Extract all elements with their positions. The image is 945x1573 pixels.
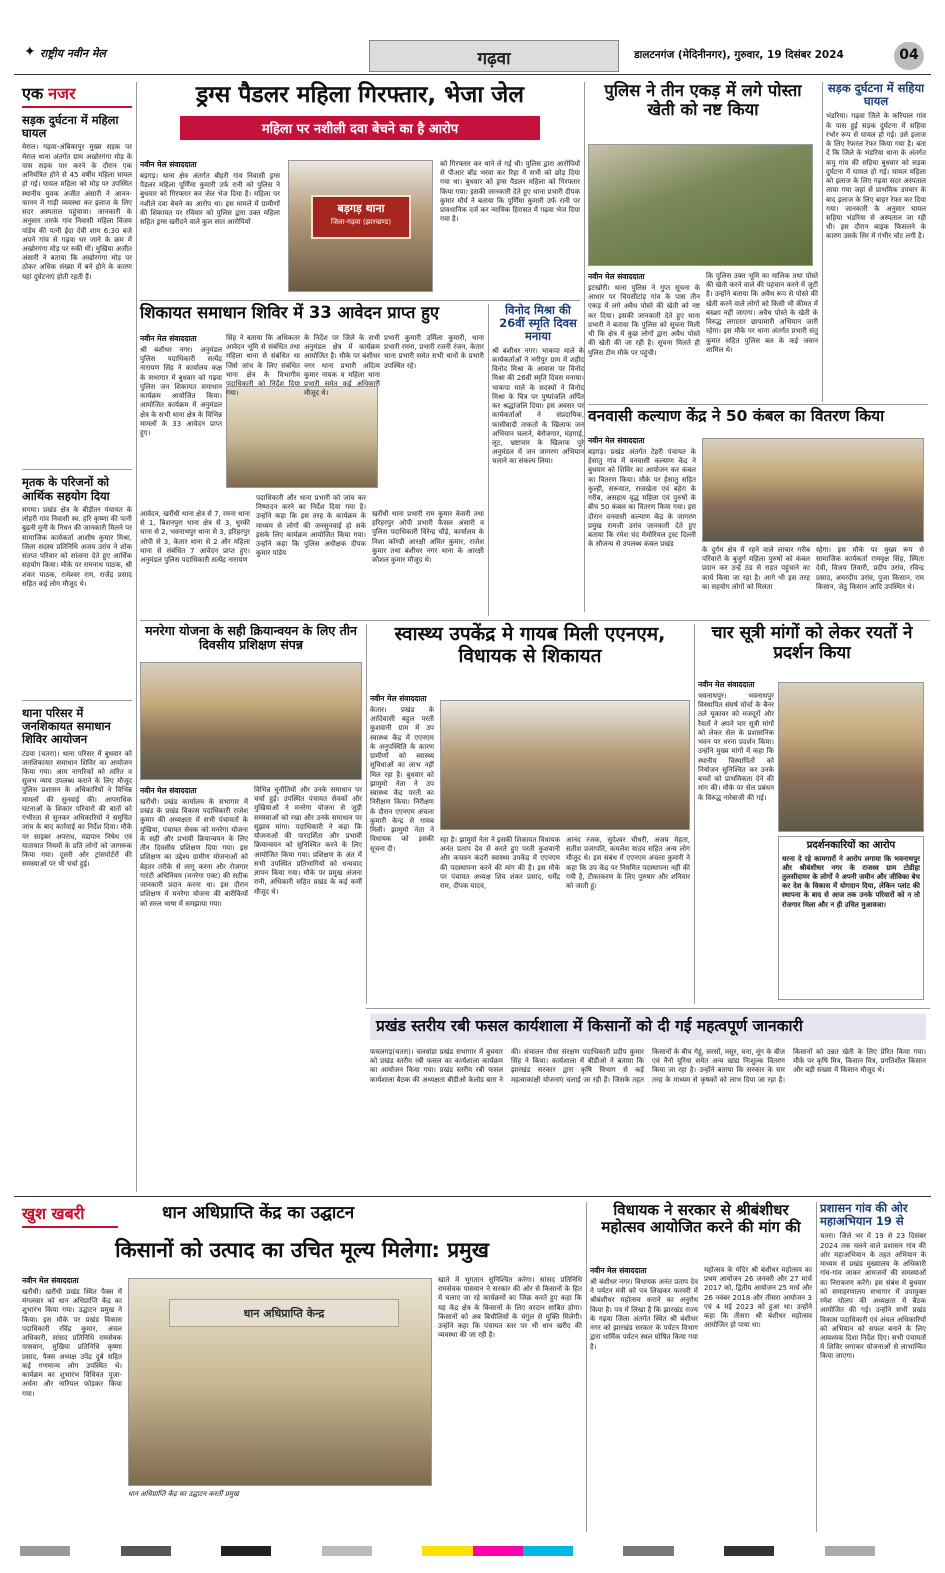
section-band: [369, 40, 619, 72]
shikayat-meeting-photo: [226, 386, 378, 488]
karyashala-headline: प्रखंड स्तरीय रबी फसल कार्यशाला में किसानों को दी गई महत्वपूर्ण जानकारी: [370, 1014, 926, 1040]
inauguration-photo: धान अधिप्राप्ति केन्द्र: [128, 1278, 432, 1486]
masthead: [14, 40, 931, 72]
brief-item: सड़क दुर्घटना में महिला घायल मेराल। गढ़वा-अंबिकापुर मुख्य सड़क पर मेराल थाना अंतर्गत ग्राम अखोरगंगा मोड़ के पास सड़क पार करने के दौरान एक अनियंत्रित होने से 45 वर्षीय महिला घायल हो गई। घायल महिला को मोड़ पर उपस्थित स्थानीय युवक अजीत अंसारी ने आनन-फानन में गाड़ी व्यवस्था कर इलाज के लिए सदर अस्पताल पहुंचाया। जानकारी के अनुसार तारके गांव निवासी महिला विजय पांडेय की पत्नी ईदा देवी शाम 6:30 बजे अपने गांव से गढ़वा घर जाने के क्रम में अखोरगंगा मोड़ पर रुकी थीं। मुखिया अजीत अंसारी ने बताया कि अखोरगंगा मोड़ पर ठोकर अधिक संख्या में बने होने के कारण यहां दुर्घटनाएं होती रहती हैं।: [22, 113, 132, 281]
brief-item: मृतक के परिजनों को आर्थिक सहयोग दिया सगमा। प्रखंड क्षेत्र के बीड़ीतर पंचायत के लोहरी गांव निवासी स्व. हरि कृष्णा की पत्नी बुढ़नी मुनी के निधन की जानकारी मिलने पर सामाजिक कार्यकर्ता आशीष कुमार मिश्रा, जिला सदस्य प्रतिनिधि अजय उरांव ने शोक संतप्त परिवार को सांत्वना देते हुए आर्थिक सहयोग किया। मौके पर रामनाथ पाठक, श्री शंकर पाठक, रामेश्वर राम, राजेंद्र प्रसाद सहित कई लोग मौजूद थे।: [22, 475, 132, 588]
manrega-headline: मनरेगा योजना के सही क्रियान्वयन के लिए तीन दिवसीय प्रशिक्षण संपन्न: [145, 623, 357, 653]
protest-box: प्रदर्शनकारियों का आरोप धरना दे रहे कामगारों ने आरोप लगाया कि भवनाथपुर और श्रीबंशीधर नगर के राजस्व ग्राम टोडीहा तुलसीदामर के लोगों ने अपनी जमीन और जीविका बेच कर देश के विकास में योगदान दिया, लेकिन प्लांट की स्थापना के बाद से आज तक उनके परिवारों को न तो रोजगार मिला और न ही उचित मुआवजा।: [778, 836, 924, 1000]
kambal-headline: वनवासी कल्याण केंद्र ने 50 कंबल का वितरण किया: [588, 407, 885, 425]
mahotsav-headline: विधायक ने सरकार से श्रीबंशीधर महोत्सव आयोजित करने की मांग की: [601, 1201, 801, 1237]
mahotsav-story: विधायक ने सरकार से श्रीबंशीधर महोत्सव आयोजित करने की मांग की नवीन मेल संवाददाता श्री बंशीधर नगर। विधायक अनंत प्रताप देव ने पर्यटन मंत्री को पत्र लिखकर फरवरी में श्रीबंशीधर महोत्सव कराने का अनुरोध किया है। पत्र में लिखा है कि झारखंड राज्य के गढ़वा जिला अंतर्गत स्थित श्री बंशीधर नगर को झारखंड सरकार के पर्यटन विभाग द्वारा धार्मिक पर्यटन स्थल घोषित किया गया है। महोत्सव के मंदिर श्री बंशीधर महोत्सव का प्रथम आयोजन 26 जनवरी और 27 मार्च 2017 को, द्वितीय आयोजन 25 मार्च और 26 नवंबर 2018 और तीसरा आयोजन 3 एवं 4 मई 2023 को हुआ था। उन्होंने कहा कि तीसरा श्री बंशीधर महोत्सव आयोजित हो पाया था।: [590, 1201, 812, 1351]
vinod-story: विनोद मिश्रा की 26वीं स्मृति दिवस मनाया श्री बंशीधर नगर। भाकपा माले के कार्यकर्ताओं ने नगीपुर ग्राम में शहीद विनोद मिश्रा के आवास पर विनोद मिश्रा की 26वीं स्मृति दिवस मनाया। भाकपा माले के सदस्यों ने विनोद मिश्रा के चित्र पर पुष्पांजलि अर्पित कर श्रद्धांजलि दिया। इस अवसर पर कार्यकर्ताओं ने संप्रदायिक, फासीवादी ताकतों के खिलाफ जन अभियान चलाने, बेरोजगार, मंहगाई, लूट, भ्रष्टाचार के खिलाफ पूरे अनुमंडल में जन जागरण अभियान चलाने का संकल्प लिया।: [492, 303, 584, 466]
rayat-story: चार सूत्री मांगों को लेकर रयतों ने प्रदर्शन किया नवीन मेल संवाददाता भवनाथपुर। भवनाथपुर विस्थापित संघर्ष मोर्चा के बैनर तले यूकावर को मजदूरों और रैयतों ने अपने चार सूत्री मांगों को लेकर सेल के प्रशासनिक भवन पर धरना प्रदर्शन किया। उन्होंने मुख्य मांगों में कहा कि स्थानीय विस्थापितों को नियोजन सुनिश्चित कर उनके बच्चों को प्राथमिकता देने की मांग की। मौके पर सेल प्रबंधन के विरुद्ध नारेबाजी की गई। प्रदर्शनकारियों का आरोप धरना दे रहे कामगारों ने आरोप लगाया कि भवनाथपुर और श्रीबंशीधर नगर के राजस्व ग्राम टोडीहा तुलसीदामर के लोगों ने अपनी जमीन और जीविका बेच कर देश के विकास में योगदान दिया, लेकिन प्लांट की स्थापना के बाद से आज तक उनके परिवारों को न तो रोजगार मिला और न ही उचित मुआवजा।: [698, 624, 926, 1004]
shikayat-story: शिकायत समाधान शिविर में 33 आवेदन प्राप्त हुए नवीन मेल संवाददाता श्री बंशीधर नगर। अनुमंडल पुलिस पदाधिकारी सत्येंद्र नारायण सिंह ने कार्यालय कक्ष के सभागार में बुधवार को गढ़वा पुलिस जन शिकायत समाधान कार्यक्रम आयोजित किया। आयोजित कार्यक्रम में अनुमंडल क्षेत्र के सभी थाना क्षेत्र के विभिन्न मामलों के 33 आवेदन प्राप्त हुए। सिंह ने बताया कि अधिकतर आवेदन भूमि से संबंधित तथा महिला थाना से संबंधित था जिसे जांच के लिए संबंधित थाना क्षेत्र के विभागीय पदाधिकारी को निर्देश दिया गया। के निर्देश पर जिले के सभी अनुमंडल क्षेत्र में कार्यक्रम आयोजित है। मौके पर बंशीधर नगर थाना प्रभारी अदित्य कुमार नायक व महिला थाना प्रभारी समेत कई अधिकारी मौजूद थे। प्रभारी कुमारी उर्मिला कुमारी, थाना प्रभारी रमना, प्रभारी रजनी रंजन, केतार थाना प्रभारी समेत सभी थानों के प्रभारी उपस्थित रहे। आवेदन, खरौंधी थाना क्षेत्र से 7, रमना थाना से 1, बिशनपुरा थाना क्षेत्र से 3, धुरकी थाना से 2, भवनाथपुर थाना से 3, हरिहरपुर ओपी से 3, केतार थाना से 2 और महिला थाना से संबंधित 7 आवेदन प्राप्त हुए। अनुमंडल पुलिस पदाधिकारी सत्येंद्र नारायण पदाधिकारी और थाना प्रभारी को जांच कर निष्पादन करने का निर्देश दिया गया है। उन्होंने कहा कि इस तरह के कार्यक्रम के माध्यम से लोगों की जनसुनवाई हो सके इसके लिए कार्यक्रम आयोजित किया गया। उन्होंने कहा कि पुलिस अधीक्षक दीपक कुमार पांडेय खरौंधी थाना प्रभारी राम कुमार केसरी तथा हरिहरपुर ओपी प्रभारी फैसल अंसारी व पुलिस पदाधिकारी विरेन्द्र चौड़े, कार्यालय के निशा कॉण्डी आरक्षी अमित कुमार, राजेश कुमार तथा बंशीधर नगर थाना के आरक्षी कौशल कुमार मौजूद थे।: [140, 303, 484, 565]
karyashala-story: प्रखंड स्तरीय रबी फसल कार्यशाला में किसानों को दी गई महत्वपूर्ण जानकारी फचलगड़(चतरा)। चलवांडा प्रखंड सभागार में बुधवार को प्रखंड स्तरीय रबी फसल का कार्यशाला कार्यक्रम का आयोजन किया गया। प्रखंड स्तरीय रबी फसल कार्यशाला बैठक की अध्यक्षता बीडीओ केलोड बारा ने की। संचालन पौधा संरक्षण पदाधिकारी प्रदीप कुमार सिंह ने किया। कार्यशाला में बीडीओ ने बताया कि झारखंड सरकार द्वारा कृषि विभाग से कई महत्वाकांक्षी योजनाएं चलाई जा रही हैं। जिसके तहत किसानों के बीच गेहूं, सरसों, मसूर, चना, मूंग के बीज एवं नैनो यूरिया समेत अन्य खाद्य निःशुल्क वितरण किया जा रहा है। उन्होंने बताया कि सरकार के चार तरह के माध्यम से कृषकों को लाभ दिया जा रहा है। किसानों को उन्नत खेती के लिए प्रेरित किया गया। मौके पर कृषि मित्र, किसान मित्र, प्रगतिशील किसान और बड़ी संख्या में किसान मौजूद थे।: [370, 1014, 926, 1190]
registration-color-bar: [20, 1546, 925, 1556]
lead-subhead: महिला पर नशीली दवा बेचने का है आरोप: [180, 116, 540, 140]
rayat-headline: चार सूत्री मांगों को लेकर रयतों ने प्रदर्शन किया: [711, 623, 913, 663]
police-station-photo: बड़गड़ थाना जिला-गढ़वा (झारखण्ड): [288, 160, 433, 292]
lead-story: ड्रग्स पैडलर महिला गिरफ्तार, भेजा जेल महिला पर नशीली दवा बेचने का है आरोप नवीन मेल संवाददाता बड़गड़। थाना क्षेत्र अंतर्गत बौहरी गांव निवासी ड्रग्स पैडलर महिला पूर्णिमा कुमारी उर्फ रानी को पुलिस ने बुधवार को गिरफ्तार कर जेल भेज दिया है। महिला पर नशीले दवा बेचने का आरोप था। इस मामले में ग्रामीणों की शिकायत पर रविवार को पुलिस द्वारा उक्त महिला सहित ड्रग्स खरीदने वाले कुल सात आरोपियों बड़गड़ थाना जिला-गढ़वा (झारखण्ड) को गिरफ्तार कर थाने ले गई थी। पुलिस द्वारा आरोपियों से पीआर बॉड भरवा कर रिहा में सभी को छोड़ दिया गया था। बुधवार को ड्रग्स पैडलर महिला को गिरफ्तार किया गया। इसकी जानकारी देते हुए थाना प्रभारी दीपक कुमार मौर्य ने बताया कि पूर्णिमा कुमारी उर्फ रानी पर प्रावधानिक दर्ज कर न्यायिक हिरासत में गढ़वा भेज दिया गया है।: [140, 82, 580, 297]
lead-headline: ड्रग्स पैडलर महिला गिरफ्तार, भेजा जेल: [196, 82, 524, 108]
health-centre-photo: [440, 700, 690, 830]
paper-name: राष्ट्रीय नवीन मेल: [40, 47, 106, 60]
kambal-story: वनवासी कल्याण केंद्र ने 50 कंबल का वितरण किया नवीन मेल संवाददाता बड़गड़। प्रखंड अंतर्गत टेहरी पंचायत के हेसातु गांव में वनवासी कल्याण केंद्र ने बुधवार को शिविर का आयोजन कर कंबल का वितरण किया। मौके पर हेसातु सहित कुल्ही, सरूयात, राजखेता एवं बहेरा के गरीब, असहाय वृद्ध महिला एवं पुरुषों के बीच 50 कंबल का वितरण किया गया। इस दौरान वनवासी कल्याण केंद्र के जागरण प्रमुख रामजी उरांव जानकारी देते हुए बताया कि रमेश चंद मेमोरियल ट्रस्ट दिल्ली के सौजन्य से उपलब्ध कंबल प्रखंड के दुर्गम क्षेत्र में रहने वाले लाचार गरीब परिवारों के बुजुर्ग महिला पुरुषों को कंबल प्रदान कर उन्हें ठंड से राहत पहुंचाने का कार्य किया जा रहा है। आगे भी इस तरह का सहयोग लोगों को मिलता रहेगा। इस मौके पर मुख्य रूप से सामाजिक कार्यकर्ता रामवृक्ष सिंह, स्मिता देवी, विजय तिवारी, प्रदीप उरांव, रविन्द्र प्रसाद, अमरदीप उरांव, पुजा किसान, राम किसान, जेठु किसान आदि उपस्थित थे।: [588, 407, 924, 591]
sahiya-brief: सड़क दुर्घटना में सहिया घायल भंडरिया। गढ़वा जिले के करियाल गांव के पास हुई सड़क दुर्घटना में सहिया रंभोर रूप से घायल हो गई। उसे इलाज के लिए रेफरल रेफर किया गया है। बता दें कि जिले के भंडरिया थाना के अंतर्गत कपु गांव की सहिया बुधवार को सड़क दुर्घटना में घायल हो गई। घायल महिला को इलाज के लिए गढ़वा सदर अस्पताल लाया गया जहां से प्राथमिक उपचार के बाद इलाज के लिए बाहर रेफर कर दिया गया। जानकारी के अनुसार घायल सहिया भंडरिया से अस्पताल जा रही थी। इस दौरान बाइक फिसलने के कारण उसके सिर में गंभीर चोट लगी है।: [826, 81, 926, 241]
khush-kicker: धान अधिप्राप्ति केंद्र का उद्घाटन: [162, 1203, 355, 1223]
blanket-distribution-photo: [702, 438, 924, 542]
page-number: 04: [894, 42, 924, 70]
protest-photo: [778, 682, 924, 832]
ek-nazar-label: एक नजर: [22, 82, 132, 108]
swasthya-headline: स्वास्थ्य उपकेंद्र मे गायब मिली एएनएम, विधायक से शिकायत: [394, 623, 666, 667]
prashasan-story: प्रशासन गांव की ओर महाअभियान 19 से चतरा। जिले भर में 19 से 23 दिसंबर 2024 तक चलने वाले प्रशासन गांव की ओर महाअभियान के तहत अभियान के माध्यम से प्रखंड मुख्यालय के अधिकारी गांव-गांव जाकर आमजनों की समस्याओं का निराकरण करेंगे। इस संबंध में बुधवार को समाहरणालय सभागार में उपायुक्त रमेश घोलप की अध्यक्षता में बैठक आयोजित की गई। उन्होंने सभी प्रखंड विकास पदाधिकारी एवं अंचल अधिकारियों को अभियान को सफल बनाने के लिए आवश्यक दिशा निर्देश दिए। सभी पंचायतों में शिविर लगाकर योजनाओं से लाभान्वित किया जाएगा।: [820, 1201, 926, 1361]
brief-item: थाना परिसर में जनशिकायत समाधान शिविर आयोजन टंडवा (चतरा)। थाना परिसर में बुधवार को जनशिकायत समाधान शिविर का आयोजन किया गया। आम नागरिकों को त्वरित व सुलभ न्याय उपलब्ध कराने के लिए मौजूद पुलिस प्रशासन के अधिकारियों ने विभिन्न मामलों की सुनवाई की। आपराधिक घटनाओं के शिकार परिवारों की बातों को गंभीरता से सुनकर अधिकारियों ने समुचित जांच के बाद कार्रवाई का निर्देश दिया। मौके पर साइबर अपराध, मद्यपान निषेध एवं यातायात नियमों के प्रति लोगों को जागरूक किया गया। दूसरी ओर ट्रांसपोर्टरों की समस्याओं पर भी चर्चा हुई।: [22, 705, 132, 869]
training-group-photo: [140, 662, 362, 780]
shikayat-headline: शिकायत समाधान शिविर में 33 आवेदन प्राप्त हुए: [140, 303, 440, 322]
khush-label: खुश खबरी: [22, 1202, 118, 1228]
bird-logo-icon: ✦: [24, 44, 36, 60]
manrega-story: मनरेगा योजना के सही क्रियान्वयन के लिए तीन दिवसीय प्रशिक्षण संपन्न नवीन मेल संवाददाता खरौंधी। प्रखंड कार्यालय के सभागार में प्रखंड के प्रखंड विकास पदाधिकारी राजेश कुमार की अध्यक्षता में सभी पंचायतों के मुखिया, पंचायत सेवक को मनरेगा योजना के सही और प्रभावी क्रियान्वयन के लिए तीन दिवसीय प्रशिक्षण दिया गया। इस प्रशिक्षण का उद्देश्य ग्रामीण योजनाओं को बेहतर तरीके से लागू करना और रोजगार गारंटी अधिनियम (मनरेगा एक्ट) की सटीक जानकारी प्रदान करना था। इस दौरान प्रशिक्षण में मनरेगा योजना की बारीकियों को सरल भाषा में समझाया गया। विभिन्न चुनौतियों और उनके समाधान पर चर्चा हुई। उपस्थित पंचायत सेवकों और मुखियाओं ने मनरेगा योजना से जुड़ी समस्याओं को रखा और उनके समाधान पर सुझाव मांगा। पदाधिकारी ने कहा कि योजनाओं की पारदर्शिता और प्रभावी क्रियान्वयन को सुनिश्चित करने के लिए आयोजित किया गया। प्रशिक्षण के अंत में सभी उपस्थित प्रतिभागियों को धन्यवाद ज्ञापन किया गया। मौके पर प्रमुख अंजना रानी, अधिकारी सहित प्रखंड के कई कर्मी मौजूद थे।: [140, 623, 362, 908]
poppy-field-photo: [588, 144, 813, 266]
khush-headline: किसानों को उत्पाद का उचित मूल्य मिलेगा: प्रमुख: [115, 1238, 489, 1262]
dateline: डालटनगंज (मेदिनीनगर), गुरुवार, 19 दिसंबर 2024: [634, 49, 844, 61]
khush-khabri: खुश खबरी धान अधिप्राप्ति केंद्र का उद्घाटन किसानों को उत्पाद का उचित मूल्य मिलेगा: प्रमुख नवीन मेल संवाददाता खरौंधी। खरौंधी प्रखंड स्थित पैक्स में मंगलवार को धान अधिप्राप्ति केंद्र का शुभारंभ किया गया। उद्घाटन प्रमुख ने किया। इस मौके पर प्रखंड विकास पदाधिकारी रविंद्र कुमार, अंचल अधिकारी, सांसद प्रतिनिधि रामसेवक पासवान, मुखिया प्रतिनिधि कृष्णा प्रसाद, पैक्स अध्यक्ष उपेंद्र दुबे सहित कई गणमान्य लोग उपस्थित थे। कार्यक्रम का शुभारंभ विधिवत पूजा-अर्चना और नारियल फोड़कर किया गया। धान अधिप्राप्ति केन्द्र धान अधिप्राप्ति केंद्र का उद्घाटन करतीं प्रमुख खाते में भुगतान सुनिश्चित करेगा। सांसद प्रतिनिधि रामसेवक पासवान ने सरकार की ओर से किसानों के हित में चलाए जा रहे कार्यक्रमों का जिक्र करते हुए कहा कि यह केंद्र क्षेत्र के किसानों के लिए वरदान साबित होगा। किसानों को अब बिचौलियों के चंगुल से मुक्ति मिलेगी। उन्होंने कहा कि पंचायत स्तर पर भी धान खरीद की व्यवस्था की जा रही है।: [22, 1203, 582, 1498]
swasthya-story: स्वास्थ्य उपकेंद्र मे गायब मिली एएनएम, विधायक से शिकायत नवीन मेल संवाददाता केतार। प्रखंड के आदिवासी बहुल परती कुशवानी ग्राम में उप स्वास्थ्य केंद्र में एएनएम के अनुपस्थिति के कारण ग्रामीणों को स्वास्थ्य सुविधाओं का लाभ नहीं मिल रहा है। बुधवार को झामुमो नेता ने उप स्वास्थ्य केंद्र परती का निरीक्षण किया। निरीक्षण के दौरान एएनएम अंचला कुमारी केन्द्र से गायब मिली। झामुमो नेता ने विधायक को इसकी सूचना दी। रहा है। झामुमो नेता ने इसकी शिकायत विधायक अनंत प्रताप देव से करते हुए परती कुशवानी और कचवन कंदरी स्वास्थ्य उपकेंद्र में एएनएम की पदस्थापना करने की मांग की है। इस मौके पर पंचायत अध्यक्ष शिव शंकर प्रसाद, धर्मेंद्र राम, दीपक यादव, आनंद रजक, सुदेश्वर चौधरी, अजय मेहता, सतीश प्रजापति, कमलेश यादव सहित अन्य लोग मौजूद थे। इस संबंध में एएनएम अंचला कुमारी ने कहा कि उप केंद्र पर नियमित पदस्थापना नहीं की गयी है, टीकाकरण के लिए पुरुषार और शनिवार को जाती हूं।: [370, 623, 690, 891]
poppy-headline: पुलिस ने तीन एकड़ में लगे पोस्ता खेती को नष्ट किया: [604, 81, 802, 119]
ek-nazar-column: [22, 82, 132, 1192]
section-title: गढ़वा: [477, 49, 511, 69]
poppy-story: पुलिस ने तीन एकड़ में लगे पोस्ता खेती को नष्ट किया नवीन मेल संवाददाता इटखोरी। थाना पुलिस ने गुप्त सूचना के आधार पर चिपसीटांड़ गांव के पास तीन एकड़ में लगे अवैध पोस्ते की खेती को नष्ट कर दिया। इसकी जानकारी देते हुए थाना प्रभारी ने बताया कि पुलिस को सूचना मिली थी कि क्षेत्र में कुछ लोगों द्वारा अवैध पोस्ते की खेती की जा रही है। सूचना मिलते ही पुलिस टीम मौके पर पहुंची। कि पुलिस उक्त भूमि का मालिक तथा पोस्ते की खेती करने वाले की पहचान करने में जुटी है। उन्होंने बताया कि अवैध रूप से पोस्ते की खेती करने वाले लोगों को किसी भी कीमत में बख्शा नहीं जाएगा। अवैध पोस्ते के खेती के विरुद्ध लगातार छापामारी अभियान जारी रहेगा। इस मौके पर थाना अंतर्गत प्रभारी संतु कुमार सहित पुलिस बल के कई जवान शामिल थे।: [588, 81, 818, 357]
